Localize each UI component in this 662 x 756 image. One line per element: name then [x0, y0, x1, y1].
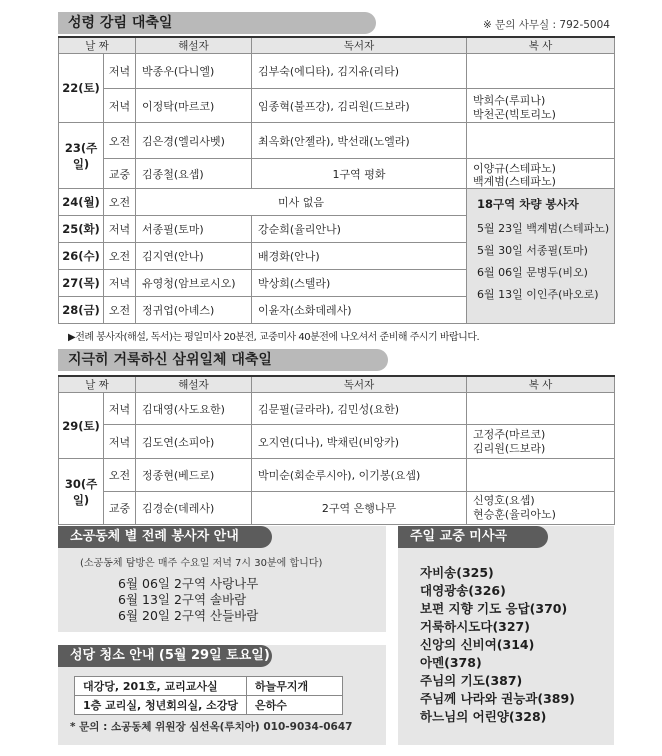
mass-time: 오전 [104, 297, 136, 324]
table-row [75, 677, 343, 696]
altar-server-name: 박천곤(빅토리노) [473, 107, 556, 121]
table-row [59, 123, 615, 159]
reader: 강순희(율리안나) [252, 216, 467, 243]
table-row [59, 159, 615, 189]
small-community-item: 6월 20일 2구역 산들바람 [118, 608, 259, 623]
reader: 오지연(디나), 박채린(비앙카) [252, 425, 467, 459]
cleaning-title: 성당 청소 안내 (5월 29일 토요일) [58, 645, 272, 667]
reader: 박미순(회순루시아), 이기봉(요셉) [252, 459, 467, 492]
mass-time: 저녁 [104, 54, 136, 89]
table-header [59, 376, 615, 393]
hymn-item: 아멘(378) [420, 655, 482, 670]
date-cell: 23(주일) [59, 123, 104, 189]
small-community-title: 소공동체 별 전례 봉사자 안내 [58, 526, 272, 548]
date-cell: 30(주일) [59, 459, 104, 525]
hymn-item: 대영광송(326) [420, 583, 506, 598]
commentator: 김도연(소피아) [136, 425, 252, 459]
reader: 이윤자(소화데레사) [252, 297, 467, 324]
commentator: 김종철(요셉) [136, 159, 252, 189]
table-row [59, 492, 615, 525]
altar-server-name: 이양규(스테파노) [473, 162, 556, 175]
mass-time: 오전 [104, 123, 136, 159]
reader: 김문필(글라라), 김민성(요한) [252, 393, 467, 425]
vehicle-server-item: 6월 13일 이인주(바오로) [477, 288, 599, 301]
altar-server [467, 393, 615, 425]
table-row [59, 54, 615, 89]
small-community-item: 6월 13일 2구역 솔바람 [118, 592, 247, 607]
mass-time: 저녁 [104, 89, 136, 123]
vehicle-server-item: 6월 06일 문병두(비오) [477, 266, 588, 279]
no-mass-note: 미사 없음 [136, 189, 467, 216]
table-row [59, 189, 615, 216]
commentator: 유영청(암브로시오) [136, 270, 252, 297]
commentator: 이정탁(마르코) [136, 89, 252, 123]
commentator: 김대영(사도요한) [136, 393, 252, 425]
altar-server [467, 425, 615, 459]
commentator: 김지연(안나) [136, 243, 252, 270]
altar-server [467, 159, 615, 189]
small-community-note: (소공동체 탐방은 매주 수요일 저녁 7시 30분에 합니다) [80, 558, 323, 569]
hymn-item: 하느님의 어린양(328) [420, 709, 547, 724]
commentator: 정종현(베드로) [136, 459, 252, 492]
cleaning-area: 1층 교리실, 청년회의실, 소강당 [75, 696, 247, 715]
altar-server [467, 459, 615, 492]
date-cell: 27(목) [59, 270, 104, 297]
date-cell: 28(금) [59, 297, 104, 324]
altar-server [467, 492, 615, 525]
header-commentator: 해설자 [136, 37, 252, 54]
mass-time: 저녁 [104, 270, 136, 297]
date-cell: 24(월) [59, 189, 104, 216]
hymn-item: 보편 지향 기도 응답(370) [420, 601, 568, 616]
table-row [59, 459, 615, 492]
commentator: 김경순(데레사) [136, 492, 252, 525]
small-community-item: 6월 06일 2구역 사랑나무 [118, 576, 259, 591]
mass-time: 저녁 [104, 393, 136, 425]
header-reader: 독서자 [252, 376, 467, 393]
altar-server-name: 백계범(스테파노) [473, 175, 556, 188]
header-reader: 독서자 [252, 37, 467, 54]
mass-time: 교중 [104, 492, 136, 525]
vehicle-servers-box [467, 189, 615, 324]
altar-server-name: 박희수(루피나) [473, 93, 546, 107]
altar-server-name: 신영호(요셉) [473, 494, 535, 507]
office-contact: ※ 문의 사무실 : 792-5004 [483, 19, 610, 31]
table-row [59, 89, 615, 123]
vehicle-servers-title: 18구역 차량 봉사자 [477, 197, 579, 211]
mass-time: 오전 [104, 243, 136, 270]
altar-server [467, 123, 615, 159]
hymn-item: 주님께 나라와 권능과(389) [420, 691, 575, 706]
section1-title: 성령 강림 대축일 [58, 12, 376, 34]
mass-time: 저녁 [104, 216, 136, 243]
header-altar-server: 복 사 [467, 37, 615, 54]
date-cell: 22(토) [59, 54, 104, 123]
commentator: 정귀업(아녜스) [136, 297, 252, 324]
cleaning-area: 대강당, 201호, 교리교사실 [75, 677, 247, 696]
mass-time: 오전 [104, 459, 136, 492]
mass-time: 교중 [104, 159, 136, 189]
hymn-item: 거룩하시도다(327) [420, 619, 530, 634]
altar-server-name: 현승훈(율리아노) [473, 508, 556, 521]
vehicle-server-item: 5월 30일 서종필(토마) [477, 244, 588, 257]
date-cell: 29(토) [59, 393, 104, 459]
header-commentator: 해설자 [136, 376, 252, 393]
reader: 임종혁(불프강), 김리원(드보라) [252, 89, 467, 123]
table-header [59, 37, 615, 54]
reader: 2구역 은행나무 [252, 492, 467, 525]
mass-time: 오전 [104, 189, 136, 216]
date-cell: 25(화) [59, 216, 104, 243]
date-cell: 26(수) [59, 243, 104, 270]
hymn-item: 신앙의 신비여(314) [420, 637, 535, 652]
header-date: 날 짜 [59, 376, 136, 393]
hymns-title: 주일 교중 미사곡 [398, 526, 548, 548]
header-date: 날 짜 [59, 37, 136, 54]
table-row [75, 696, 343, 715]
cleaning-group: 은하수 [247, 696, 343, 715]
schedule-table-2 [58, 375, 615, 525]
server-notice: ▶전례 봉사자(해설, 독서)는 평일미사 20분전, 교중미사 40분전에 나오셔서 준비해 주시기 바랍니다. [68, 332, 480, 343]
reader: 김부숙(에디타), 김지유(리타) [252, 54, 467, 89]
altar-server-name: 고정주(마르코) [473, 427, 546, 441]
commentator: 박종우(다니엘) [136, 54, 252, 89]
header-altar-server: 복 사 [467, 376, 615, 393]
cleaning-contact: * 문의 : 소공동체 위원장 심선옥(루치아) 010-9034-0647 [70, 721, 353, 733]
cleaning-table [74, 676, 343, 715]
altar-server [467, 89, 615, 123]
table-row [59, 425, 615, 459]
reader: 배경화(안나) [252, 243, 467, 270]
hymn-item: 주님의 기도(387) [420, 673, 523, 688]
reader: 1구역 평화 [252, 159, 467, 189]
vehicle-server-item: 5월 23일 백계범(스테파노) [477, 222, 610, 235]
reader: 박상희(스텔라) [252, 270, 467, 297]
commentator: 서종필(토마) [136, 216, 252, 243]
altar-server [467, 54, 615, 89]
section2-title: 지극히 거룩하신 삼위일체 대축일 [58, 349, 388, 371]
table-row [59, 393, 615, 425]
hymn-item: 자비송(325) [420, 565, 494, 580]
altar-server-name: 김리원(드보라) [473, 441, 546, 455]
reader: 최옥화(안젤라), 박선래(노엘라) [252, 123, 467, 159]
commentator: 김은경(엘리사벳) [136, 123, 252, 159]
mass-time: 저녁 [104, 425, 136, 459]
cleaning-group: 하늘무지개 [247, 677, 343, 696]
schedule-table-1 [58, 36, 615, 324]
